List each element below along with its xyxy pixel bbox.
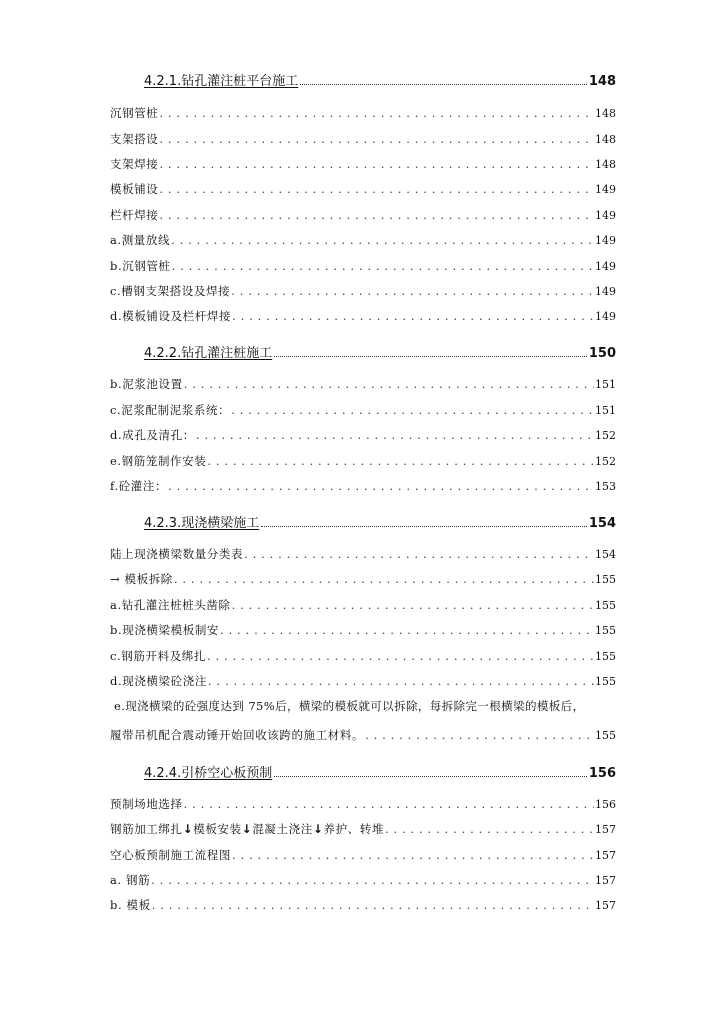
page-number: 149 — [595, 209, 616, 222]
entry-label: c.泥浆配制泥浆系统： — [110, 403, 231, 417]
toc-entry[interactable] — [110, 453, 616, 469]
toc-entry[interactable] — [110, 673, 616, 689]
leader-dots — [159, 106, 594, 120]
page-number: 151 — [595, 404, 616, 417]
page-number: 155 — [595, 599, 616, 612]
entry-label: 陆上现浇横梁数量分类表 — [110, 547, 244, 561]
toc-entry[interactable] — [110, 181, 616, 197]
entry-label: 支架搭设 — [110, 132, 159, 146]
toc-entry[interactable] — [110, 622, 616, 638]
toc-entry[interactable] — [110, 796, 616, 812]
entry-label: c.钢筋开料及绑扎 — [110, 649, 206, 663]
leader-dots — [196, 428, 594, 442]
leader-dots — [184, 377, 594, 391]
page-number: 148 — [595, 133, 616, 146]
heading-label: 4.2.2.钻孔灌注桩施工 — [144, 346, 273, 361]
toc-entry[interactable] — [110, 376, 616, 392]
entry-label: c.槽钢支架搭设及焊接 — [110, 284, 231, 298]
toc-entry[interactable] — [110, 872, 616, 888]
toc-entry[interactable] — [110, 847, 616, 863]
leader-dots — [232, 848, 594, 862]
toc-entry[interactable] — [110, 478, 616, 494]
toc-entry[interactable] — [110, 648, 616, 664]
leader-dots — [365, 728, 594, 742]
toc-heading-4-2-4[interactable] — [144, 762, 616, 781]
page-number: 157 — [595, 874, 616, 887]
leader-dots — [172, 259, 594, 273]
page-number: 150 — [588, 346, 616, 361]
leader-dots — [231, 403, 594, 417]
toc-entry[interactable] — [110, 105, 616, 121]
page-number: 155 — [595, 729, 616, 742]
leader-dots — [232, 598, 594, 612]
entry-label: f.砼灌注： — [110, 479, 168, 493]
page-number: 149 — [595, 285, 616, 298]
toc-entry[interactable] — [110, 232, 616, 248]
leader-dots — [159, 132, 594, 146]
down-arrow-icon: ↓ — [241, 822, 253, 836]
entry-label — [110, 821, 384, 837]
entry-label: 支架焊接 — [110, 157, 159, 171]
entry-label: 沉钢管桩 — [110, 106, 159, 120]
page-number: 155 — [595, 650, 616, 663]
heading-label: 4.2.4.引桥空心板预制 — [144, 766, 273, 781]
toc-entry[interactable] — [110, 546, 616, 562]
toc-heading-4-2-2[interactable] — [144, 342, 616, 361]
leader-dots — [174, 572, 594, 586]
entry-label: 履带吊机配合震动锤开始回收该跨的施工材料。 — [110, 728, 365, 742]
entry-label: a.测量放线 — [110, 233, 171, 247]
toc-entry[interactable] — [110, 207, 616, 223]
entry-label: 栏杆焊接 — [110, 208, 159, 222]
leader-dots — [171, 233, 594, 247]
entry-label: 空心板预制施工流程图 — [110, 848, 231, 862]
down-arrow-icon: ↓ — [312, 822, 324, 836]
leader-dots — [231, 284, 594, 298]
page-number: 156 — [595, 798, 616, 811]
page-number: 155 — [595, 675, 616, 688]
page-number: 152 — [595, 429, 616, 442]
toc-entry[interactable] — [110, 897, 616, 913]
leader-dots — [151, 873, 594, 887]
leader-dots — [208, 674, 594, 688]
heading-label: 4.2.3.现浇横梁施工 — [144, 516, 260, 531]
entry-label: b.现浇横梁模板制安 — [110, 623, 220, 637]
leader-dots — [152, 898, 594, 912]
page-number: 149 — [595, 260, 616, 273]
page-number: 149 — [595, 310, 616, 323]
page-number: 157 — [595, 899, 616, 912]
toc-entry[interactable] — [110, 156, 616, 172]
page-number: 156 — [588, 766, 616, 781]
leader-dots — [274, 765, 587, 777]
leader-dots — [184, 797, 594, 811]
leader-dots — [385, 822, 594, 836]
page-number: 149 — [595, 234, 616, 247]
leader-dots — [274, 345, 587, 357]
entry-label: d.成孔及清孔： — [110, 428, 195, 442]
toc-heading-4-2-1[interactable] — [144, 70, 616, 89]
leader-dots — [261, 515, 587, 527]
entry-label: b. 模板 — [110, 898, 151, 912]
toc-entry[interactable] — [110, 258, 616, 274]
entry-label-part: 混凝土浇注 — [252, 822, 313, 836]
toc-entry-wrapped-line[interactable]: e.现浇横梁的砼强度达到 75%后，横梁的模板就可以拆除，每拆除完一根横梁的模板后， — [114, 699, 585, 713]
entry-label-part: 钢筋加工绑扎 — [110, 822, 183, 836]
toc-entry[interactable] — [110, 571, 616, 587]
page-number: 148 — [595, 107, 616, 120]
entry-label: e.钢筋笼制作安装 — [110, 454, 207, 468]
leader-dots — [159, 157, 594, 171]
entry-label: a. 钢筋 — [110, 873, 151, 887]
page-number: 151 — [595, 378, 616, 391]
leader-dots — [300, 73, 587, 85]
page-number: 155 — [595, 573, 616, 586]
toc-entry[interactable] — [110, 727, 616, 743]
leader-dots — [207, 454, 594, 468]
entry-label: d.模板铺设及栏杆焊接 — [110, 309, 232, 323]
page-number: 148 — [595, 158, 616, 171]
toc-entry[interactable] — [110, 308, 616, 324]
leader-dots — [207, 649, 594, 663]
page-number: 149 — [595, 183, 616, 196]
leader-dots — [159, 208, 594, 222]
entry-label-part: 养护、转堆 — [323, 822, 384, 836]
page-number: 155 — [595, 624, 616, 637]
entry-label: 模板铺设 — [110, 182, 159, 196]
leader-dots — [244, 547, 594, 561]
toc-heading-4-2-3[interactable] — [144, 512, 616, 531]
toc-entry[interactable] — [110, 402, 616, 418]
page-number: 148 — [588, 74, 616, 89]
leader-dots — [232, 309, 594, 323]
entry-label: d.现浇横梁砼浇注 — [110, 674, 207, 688]
entry-label: a.钻孔灌注桩桩头凿除 — [110, 598, 231, 612]
leader-dots — [168, 479, 594, 493]
toc-entry[interactable] — [110, 131, 616, 147]
entry-label: b.泥浆池设置 — [110, 377, 183, 391]
page-number: 157 — [595, 823, 616, 836]
entry-label-part: 模板安装 — [193, 822, 242, 836]
entry-label: → 模板拆除 — [110, 572, 173, 586]
page-number: 154 — [588, 516, 616, 531]
toc-entry[interactable] — [110, 283, 616, 299]
leader-dots — [159, 182, 594, 196]
page-number: 153 — [595, 480, 616, 493]
down-arrow-icon: ↓ — [182, 822, 194, 836]
page-number: 152 — [595, 455, 616, 468]
entry-label: 预制场地选择 — [110, 797, 183, 811]
heading-label: 4.2.1.钻孔灌注桩平台施工 — [144, 74, 299, 89]
toc-entry[interactable] — [110, 821, 616, 837]
leader-dots — [220, 623, 594, 637]
page-number: 157 — [595, 849, 616, 862]
toc-entry[interactable] — [110, 427, 616, 443]
page-number: 154 — [595, 548, 616, 561]
toc-entry[interactable] — [110, 597, 616, 613]
entry-label: b.沉钢管桩 — [110, 259, 171, 273]
